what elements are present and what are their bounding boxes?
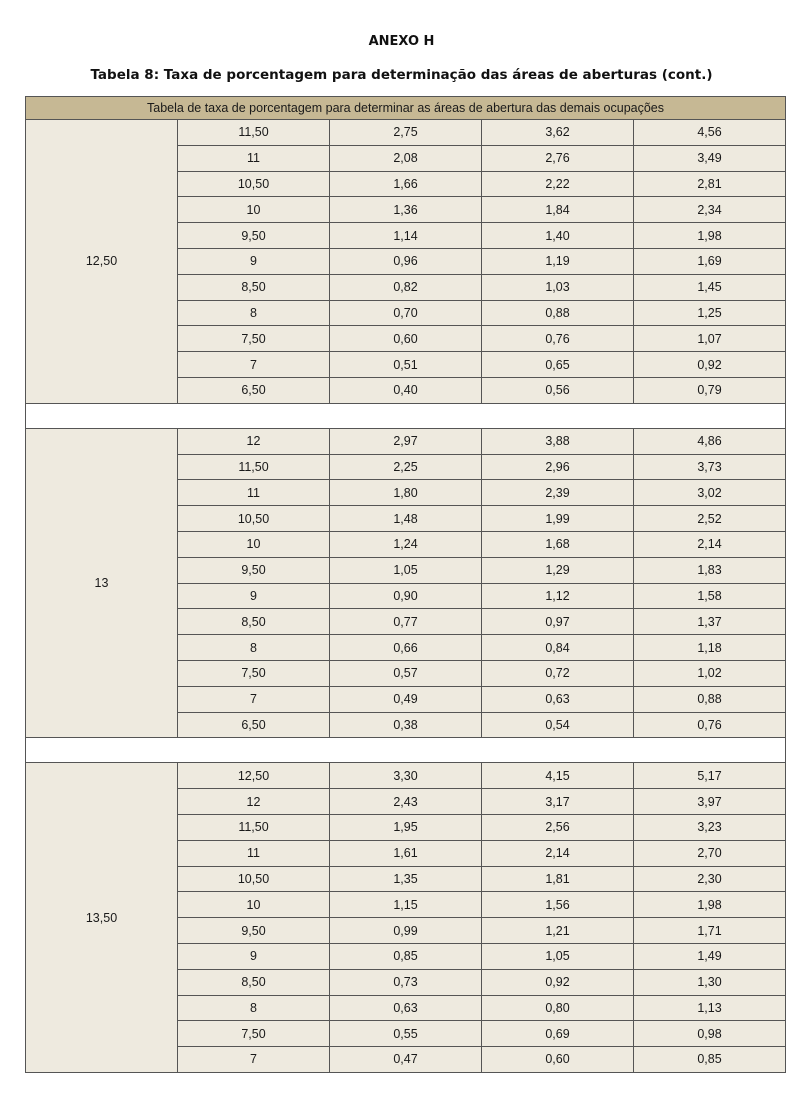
table-cell: 0,85: [634, 1047, 786, 1073]
table-title: Tabela 8: Taxa de porcentagem para determinação das áreas de aberturas (cont.): [90, 67, 713, 83]
table-cell: 11: [178, 480, 330, 506]
table-cell: 1,99: [482, 506, 634, 532]
table-cell: 2,52: [634, 506, 786, 532]
table-cell: 0,55: [330, 1021, 482, 1047]
table-cell: 1,80: [330, 480, 482, 506]
table-cell: 5,17: [634, 763, 786, 789]
table-cell: 10: [178, 531, 330, 557]
table-cell: 0,70: [330, 300, 482, 326]
table-cell: 8: [178, 300, 330, 326]
table-cell: 2,56: [482, 814, 634, 840]
table-cell: 3,73: [634, 454, 786, 480]
table-cell: 1,21: [482, 918, 634, 944]
table-cell: 0,73: [330, 969, 482, 995]
table-cell: 9,50: [178, 223, 330, 249]
table-cell: 8,50: [178, 969, 330, 995]
group-label: 12,50: [26, 120, 178, 404]
table-cell: 0,40: [330, 377, 482, 403]
table-cell: 0,57: [330, 660, 482, 686]
table-cell: 9,50: [178, 557, 330, 583]
table-cell: 1,81: [482, 866, 634, 892]
table-cell: 9: [178, 943, 330, 969]
table-cell: 1,14: [330, 223, 482, 249]
table-cell: 0,88: [634, 686, 786, 712]
table-cell: 11,50: [178, 120, 330, 146]
table-cell: 2,34: [634, 197, 786, 223]
annex-title: ANEXO H: [368, 34, 435, 49]
table-cell: 9: [178, 583, 330, 609]
table-cell: 1,98: [634, 223, 786, 249]
table-cell: 1,30: [634, 969, 786, 995]
table-cell: 0,54: [482, 712, 634, 738]
table-cell: 7,50: [178, 660, 330, 686]
table-cell: 7: [178, 1047, 330, 1073]
table-cell: 0,47: [330, 1047, 482, 1073]
table-cell: 0,77: [330, 609, 482, 635]
table-cell: 1,36: [330, 197, 482, 223]
table-cell: 2,39: [482, 480, 634, 506]
table-cell: 11: [178, 840, 330, 866]
table-cell: 0,82: [330, 274, 482, 300]
table-cell: 1,02: [634, 660, 786, 686]
table-cell: 3,49: [634, 145, 786, 171]
table-cell: 12: [178, 428, 330, 454]
table-cell: 12,50: [178, 763, 330, 789]
separator-cell: [26, 403, 786, 428]
table-cell: 1,35: [330, 866, 482, 892]
table-cell: 0,90: [330, 583, 482, 609]
table-cell: 2,14: [634, 531, 786, 557]
table-cell: 1,61: [330, 840, 482, 866]
table-cell: 0,85: [330, 943, 482, 969]
table-cell: 1,13: [634, 995, 786, 1021]
table-cell: 0,69: [482, 1021, 634, 1047]
group-separator: [26, 403, 786, 428]
table-cell: 3,97: [634, 789, 786, 815]
table-cell: 0,80: [482, 995, 634, 1021]
table-cell: 1,12: [482, 583, 634, 609]
table-cell: 10: [178, 892, 330, 918]
table-cell: 1,95: [330, 814, 482, 840]
separator-cell: [26, 738, 786, 763]
table-cell: 9,50: [178, 918, 330, 944]
table-cell: 4,86: [634, 428, 786, 454]
table-cell: 0,63: [482, 686, 634, 712]
table-cell: 3,17: [482, 789, 634, 815]
table-cell: 8,50: [178, 609, 330, 635]
table-header-row: [26, 97, 786, 120]
table-cell: 1,07: [634, 326, 786, 352]
table-cell: 10,50: [178, 171, 330, 197]
table-cell: 0,76: [482, 326, 634, 352]
table-cell: 0,51: [330, 352, 482, 378]
table-row: [26, 120, 786, 146]
table-cell: 1,18: [634, 635, 786, 661]
table-cell: 2,97: [330, 428, 482, 454]
table-cell: 2,81: [634, 171, 786, 197]
table-cell: 1,05: [330, 557, 482, 583]
table-cell: 2,76: [482, 145, 634, 171]
table-cell: 2,30: [634, 866, 786, 892]
table-cell: 2,08: [330, 145, 482, 171]
table-cell: 0,76: [634, 712, 786, 738]
table-cell: 0,79: [634, 377, 786, 403]
table-cell: 7,50: [178, 326, 330, 352]
table-cell: 11,50: [178, 454, 330, 480]
table-cell: 3,62: [482, 120, 634, 146]
table-cell: 0,60: [330, 326, 482, 352]
table-cell: 9: [178, 248, 330, 274]
table-cell: 11: [178, 145, 330, 171]
table-cell: 3,88: [482, 428, 634, 454]
table-cell: 1,37: [634, 609, 786, 635]
table-cell: 2,43: [330, 789, 482, 815]
table-cell: 4,56: [634, 120, 786, 146]
table-cell: 0,60: [482, 1047, 634, 1073]
table-cell: 1,45: [634, 274, 786, 300]
table-cell: 3,02: [634, 480, 786, 506]
table-cell: 0,88: [482, 300, 634, 326]
table-cell: 7,50: [178, 1021, 330, 1047]
table-row: [26, 763, 786, 789]
group-label: 13: [26, 428, 178, 738]
table-cell: 0,84: [482, 635, 634, 661]
table-cell: 1,68: [482, 531, 634, 557]
table-cell: 7: [178, 686, 330, 712]
percentage-table: [25, 96, 786, 1073]
group-label: 13,50: [26, 763, 178, 1073]
table-cell: 0,98: [634, 1021, 786, 1047]
table-cell: 8: [178, 635, 330, 661]
table-cell: 1,71: [634, 918, 786, 944]
table-cell: 3,30: [330, 763, 482, 789]
table-cell: 0,72: [482, 660, 634, 686]
table-cell: 0,49: [330, 686, 482, 712]
table-cell: 0,96: [330, 248, 482, 274]
table-cell: 3,23: [634, 814, 786, 840]
table-cell: 1,05: [482, 943, 634, 969]
table-cell: 2,75: [330, 120, 482, 146]
table-cell: 0,38: [330, 712, 482, 738]
table-cell: 1,03: [482, 274, 634, 300]
table-cell: 1,56: [482, 892, 634, 918]
table-cell: 6,50: [178, 377, 330, 403]
table-cell: 0,63: [330, 995, 482, 1021]
table-cell: 7: [178, 352, 330, 378]
table-cell: 2,22: [482, 171, 634, 197]
table-cell: 4,15: [482, 763, 634, 789]
table-cell: 10,50: [178, 866, 330, 892]
table-cell: 6,50: [178, 712, 330, 738]
table-cell: 0,97: [482, 609, 634, 635]
table-cell: 2,25: [330, 454, 482, 480]
table-cell: 1,48: [330, 506, 482, 532]
table-cell: 1,49: [634, 943, 786, 969]
table-cell: 11,50: [178, 814, 330, 840]
table-cell: 1,29: [482, 557, 634, 583]
table-cell: 2,96: [482, 454, 634, 480]
table-cell: 8: [178, 995, 330, 1021]
table-row: [26, 428, 786, 454]
table-cell: 1,24: [330, 531, 482, 557]
table-cell: 1,40: [482, 223, 634, 249]
table-cell: 0,92: [482, 969, 634, 995]
table-cell: 12: [178, 789, 330, 815]
table-cell: 1,25: [634, 300, 786, 326]
table-cell: 0,56: [482, 377, 634, 403]
table-cell: 1,19: [482, 248, 634, 274]
table-cell: 2,14: [482, 840, 634, 866]
table-cell: 10,50: [178, 506, 330, 532]
table-cell: 1,83: [634, 557, 786, 583]
table-cell: 0,66: [330, 635, 482, 661]
table-cell: 1,84: [482, 197, 634, 223]
table-cell: 1,69: [634, 248, 786, 274]
table-cell: 1,66: [330, 171, 482, 197]
table-header: Tabela de taxa de porcentagem para determinar as áreas de abertura das demais ocupações: [26, 97, 786, 120]
table-cell: 0,65: [482, 352, 634, 378]
table-cell: 1,15: [330, 892, 482, 918]
table-cell: 0,92: [634, 352, 786, 378]
table-cell: 1,58: [634, 583, 786, 609]
group-separator: [26, 738, 786, 763]
table-cell: 10: [178, 197, 330, 223]
table-cell: 0,99: [330, 918, 482, 944]
table-cell: 2,70: [634, 840, 786, 866]
table-cell: 8,50: [178, 274, 330, 300]
table-cell: 1,98: [634, 892, 786, 918]
